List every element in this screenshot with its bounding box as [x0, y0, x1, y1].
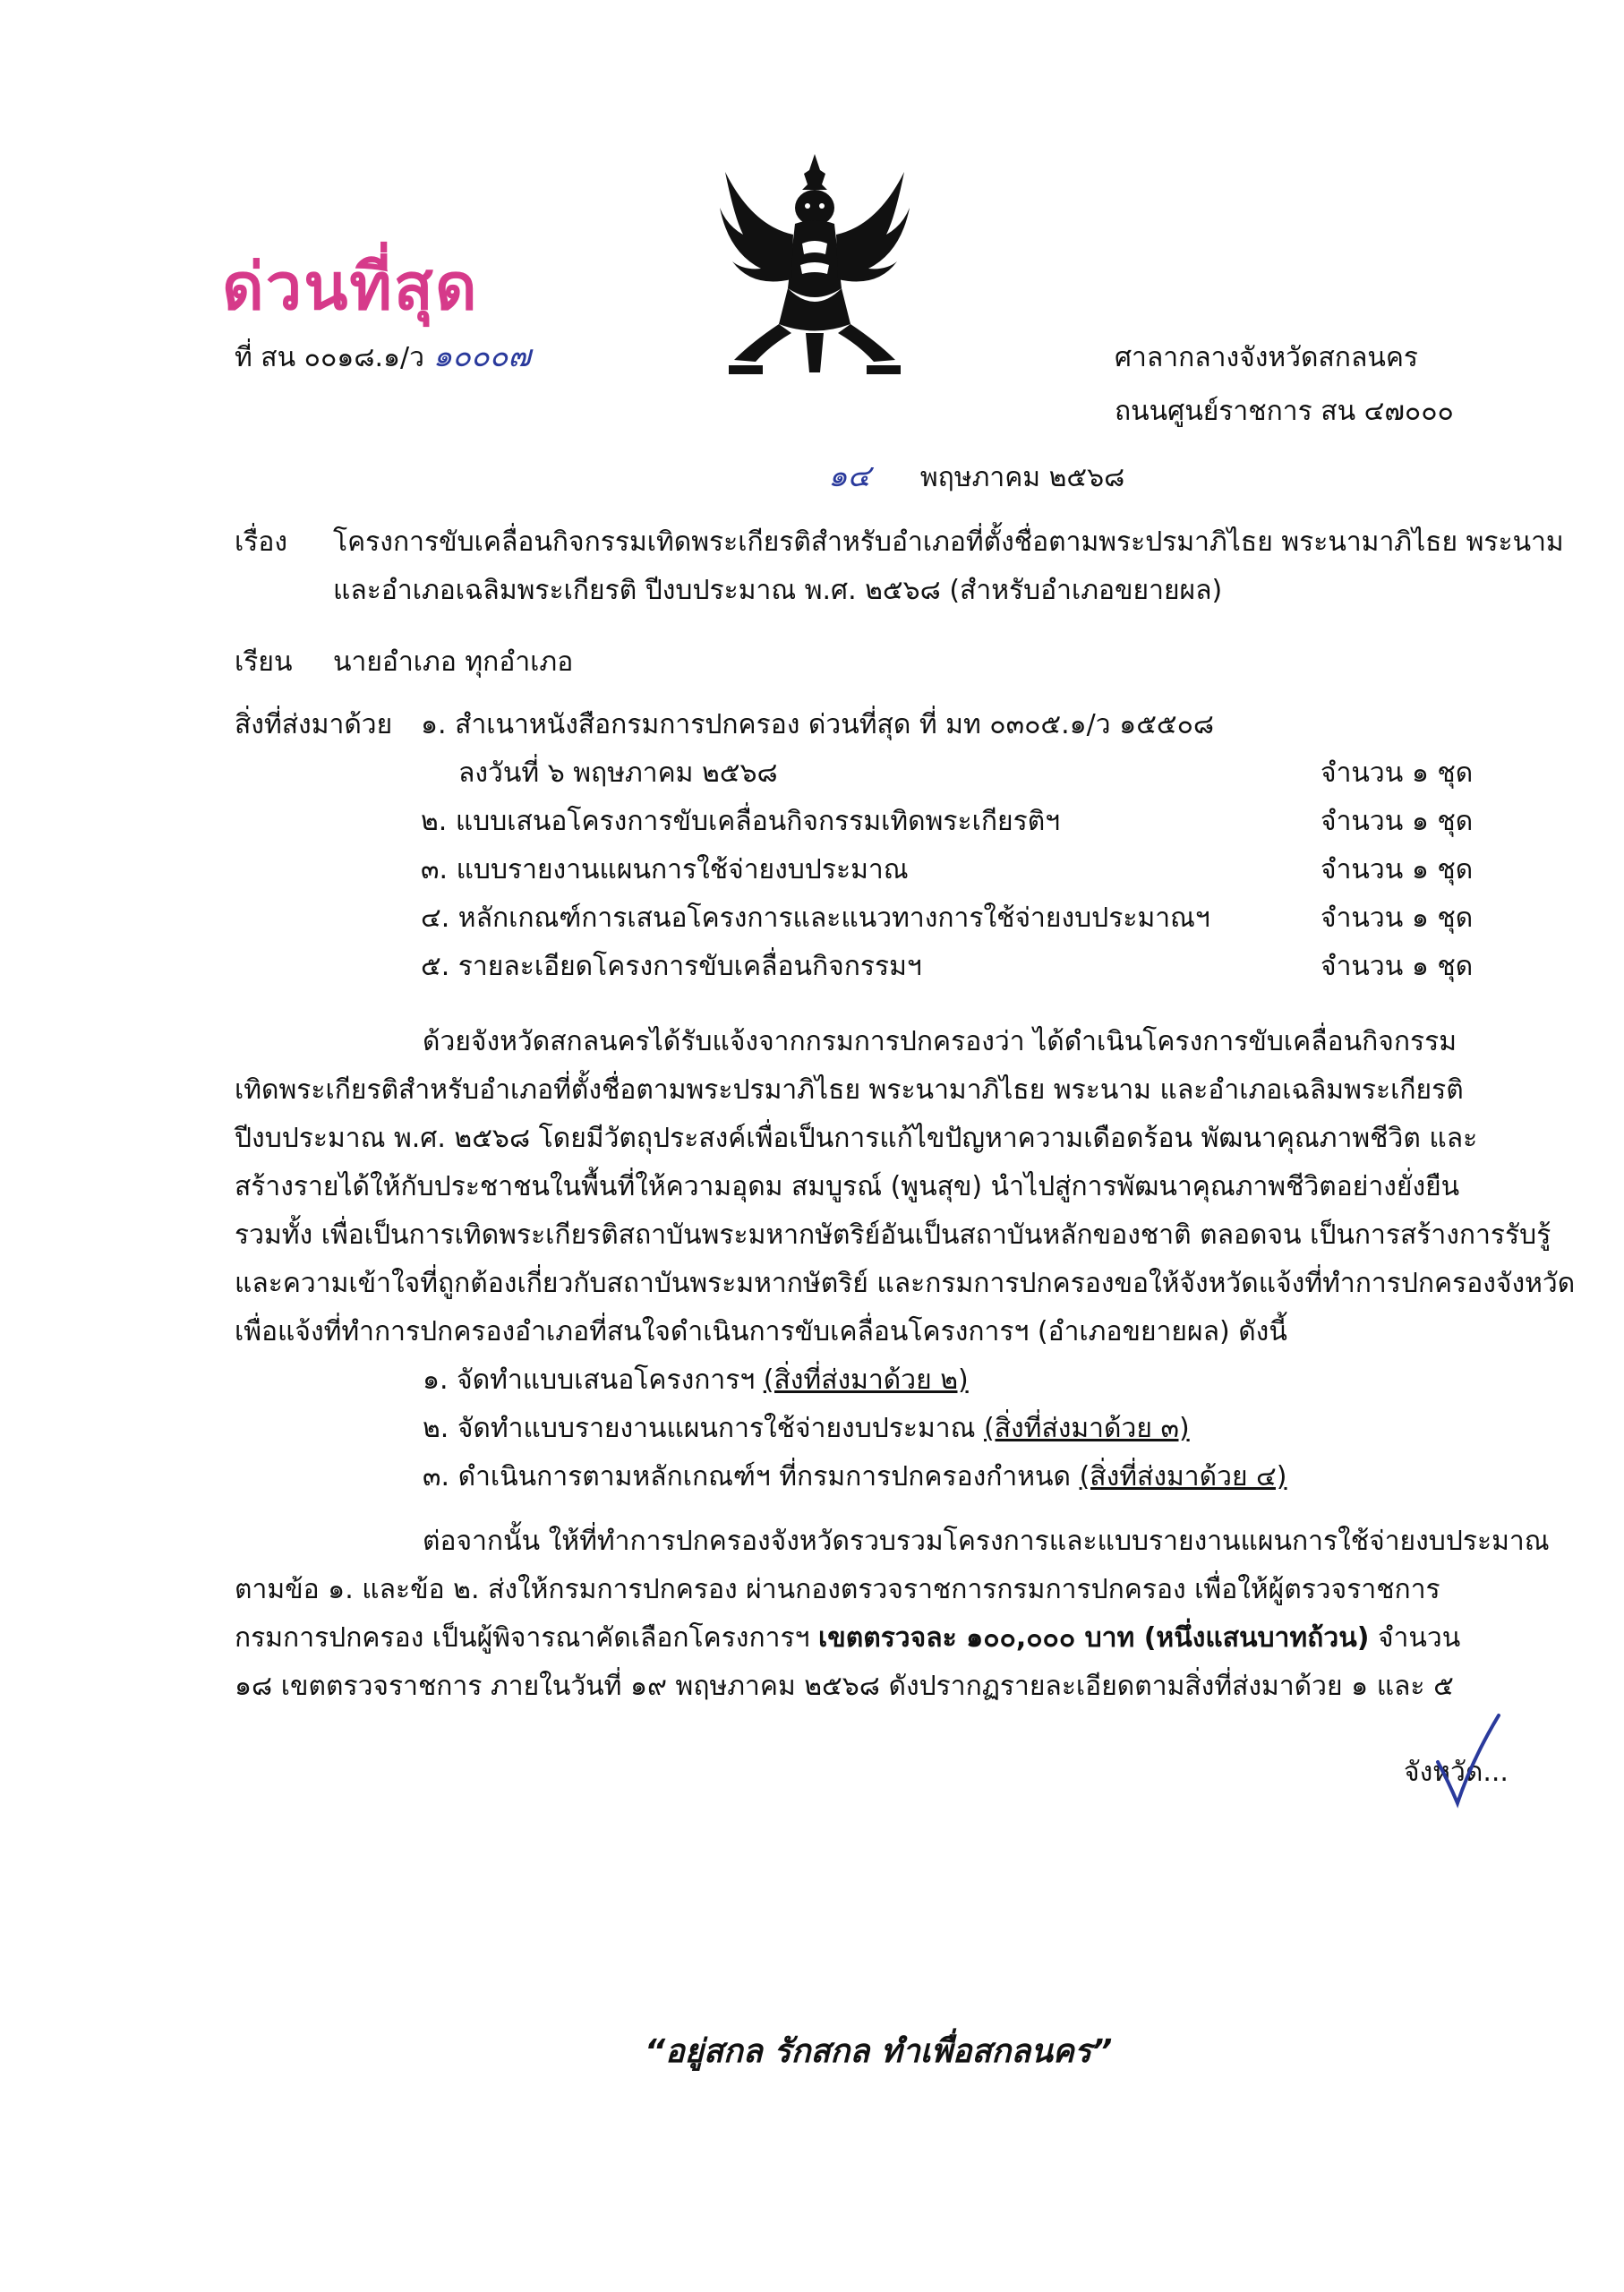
subject-line-2: และอำเภอเฉลิมพระเกียรติ ปีงบประมาณ พ.ศ. ๒๕๖๘ (สำหรับอำเภอขยายผล) [333, 575, 1223, 606]
step-1 [423, 1363, 969, 1398]
enclosure-item-4 [421, 901, 1210, 936]
enclosure-qty-3: จำนวน ๑ ชุด [1321, 854, 1474, 885]
step-text: ๑. จัดทำแบบเสนอโครงการฯ [423, 1364, 764, 1396]
enclosure-no: ๔. [421, 902, 450, 934]
date-month-year: พฤษภาคม ๒๕๖๘ [919, 462, 1125, 493]
body-para-1-line-3: ปีงบประมาณ พ.ศ. ๒๕๖๘ โดยมีวัตถุประสงค์เพื่อเป็นการแก้ไขปัญหาความเดือดร้อน พัฒนาคุณภาพชีวิต และ [235, 1123, 1478, 1154]
continuation-marker: จังหวัด... [1404, 1757, 1509, 1788]
enclosure-text: สำเนาหนังสือกรมการปกครอง ด่วนที่สุด ที่ มท ๐๓๐๕.๑/ว ๑๕๕๐๘ [455, 709, 1215, 740]
document-number-prefix: ที่ สน ๐๐๑๘.๑/ว [235, 342, 425, 373]
step-reference: (สิ่งที่ส่งมาด้วย ๔) [1079, 1461, 1287, 1492]
body-para-1-line-4: สร้างรายได้ให้กับประชาชนในพื้นที่ให้ความอุดม สมบูรณ์ (พูนสุข) นำไปสู่การพัฒนาคุณภาพชีวิตอย่างยั่งยืน [235, 1171, 1460, 1202]
enclosure-item-3 [421, 852, 909, 888]
date-day-handwritten: ๑๔ [828, 458, 871, 494]
urgent-stamp: ด่วนที่สุด [222, 249, 479, 324]
enclosure-item-2 [421, 804, 1060, 840]
step-2 [423, 1411, 1190, 1447]
body-para-1-line-6: และความเข้าใจที่ถูกต้องเกี่ยวกับสถาบันพระมหากษัตริย์ และกรมการปกครองขอให้จังหวัดแจ้งที่ทำการปกครองจังหวัด [235, 1268, 1576, 1299]
subject-label: เรื่อง [235, 526, 288, 558]
body-para-1-line-5: รวมทั้ง เพื่อเป็นการเทิดพระเกียรติสถาบันพระมหากษัตริย์อันเป็นสถาบันหลักของชาติ ตลอดจน เป็นการสร้างการรับรู้ [235, 1219, 1551, 1251]
enclosure-text: รายละเอียดโครงการขับเคลื่อนกิจกรรมฯ [457, 951, 922, 982]
enclosure-qty-5: จำนวน ๑ ชุด [1321, 951, 1474, 982]
address-line-1: ศาลากลางจังหวัดสกลนคร [1115, 342, 1419, 373]
body-para-2-line-4: ๑๘ เขตตรวจราชการ ภายในวันที่ ๑๙ พฤษภาคม ๒๕๖๘ ดังปรากฏรายละเอียดตามสิ่งที่ส่งมาด้วย ๑ และ ๕ [235, 1671, 1454, 1702]
enclosure-no: ๕. [421, 951, 450, 982]
enclosure-no: ๓. [421, 854, 449, 885]
enclosure-text: แบบเสนอโครงการขับเคลื่อนกิจกรรมเทิดพระเกียรติฯ [455, 806, 1061, 837]
enclosure-no: ๑. [421, 709, 447, 740]
enclosure-text: แบบรายงานแผนการใช้จ่ายงบประมาณ [456, 854, 909, 885]
subject-line-1: โครงการขับเคลื่อนกิจกรรมเทิดพระเกียรติสำหรับอำเภอที่ตั้งชื่อตามพระปรมาภิไธย พระนามาภิไธย พระนาม [333, 526, 1564, 558]
garuda-emblem-icon [716, 154, 913, 378]
enclosures-label: สิ่งที่ส่งมาด้วย [235, 709, 393, 740]
to-label: เรียน [235, 646, 293, 678]
to-value: นายอำเภอ ทุกอำเภอ [333, 646, 574, 678]
step-text: ๒. จัดทำแบบรายงานแผนการใช้จ่ายงบประมาณ [423, 1413, 984, 1444]
document-number [235, 338, 531, 376]
enclosure-qty-4: จำนวน ๑ ชุด [1321, 902, 1474, 934]
body-para-1-line-2: เทิดพระเกียรติสำหรับอำเภอที่ตั้งชื่อตามพระปรมาภิไธย พระนามาภิไธย พระนาม และอำเภอเฉลิมพระเกียรติ [235, 1074, 1464, 1106]
budget-amount: เขตตรวจละ ๑๐๐,๐๐๐ บาท (หนึ่งแสนบาทถ้วน) [817, 1622, 1370, 1654]
body-para-2-line-3 [235, 1621, 1524, 1656]
step-3 [423, 1459, 1286, 1495]
enclosure-item-5 [421, 949, 922, 985]
handwritten-check-icon [1431, 1710, 1502, 1809]
enclosure-item-1-line-2: ลงวันที่ ๖ พฤษภาคม ๒๕๖๘ [458, 757, 778, 789]
document-number-handwritten: ๑๐๐๐๗ [432, 338, 531, 374]
provincial-motto: “อยู่สกล รักสกล ทำเพื่อสกลนคร” [645, 2033, 1113, 2070]
address-line-2: ถนนศูนย์ราชการ สน ๔๗๐๐๐ [1115, 396, 1454, 427]
enclosure-item-1 [421, 707, 1214, 743]
enclosure-text: หลักเกณฑ์การเสนอโครงการและแนวทางการใช้จ่ายงบประมาณฯ [457, 902, 1210, 934]
enclosure-qty-2: จำนวน ๑ ชุด [1321, 806, 1474, 837]
para-2-text: กรมการปกครอง เป็นผู้พิจารณาคัดเลือกโครงการฯ [235, 1622, 818, 1654]
para-2-text-end: จำนวน [1369, 1622, 1461, 1654]
enclosure-qty-1: จำนวน ๑ ชุด [1321, 757, 1474, 789]
body-para-1-line-7: เพื่อแจ้งที่ทำการปกครองอำเภอที่สนใจดำเนินการขับเคลื่อนโครงการฯ (อำเภอขยายผล) ดังนี้ [235, 1316, 1287, 1347]
step-text: ๓. ดำเนินการตามหลักเกณฑ์ฯ ที่กรมการปกครองกำหนด [423, 1461, 1080, 1492]
document-date [828, 458, 1124, 496]
step-reference: (สิ่งที่ส่งมาด้วย ๓) [984, 1413, 1190, 1444]
enclosure-no: ๒. [421, 806, 448, 837]
body-para-2-line-2: ตามข้อ ๑. และข้อ ๒. ส่งให้กรมการปกครอง ผ่านกองตรวจราชการกรมการปกครอง เพื่อให้ผู้ตรวจราชการ [235, 1574, 1440, 1605]
body-para-1-line-1: ด้วยจังหวัดสกลนครได้รับแจ้งจากกรมการปกครองว่า ได้ดำเนินโครงการขับเคลื่อนกิจกรรม [423, 1026, 1457, 1057]
step-reference: (สิ่งที่ส่งมาด้วย ๒) [763, 1364, 969, 1396]
body-para-2-line-1: ต่อจากนั้น ให้ที่ทำการปกครองจังหวัดรวบรวมโครงการและแบบรายงานแผนการใช้จ่ายงบประมาณ [423, 1526, 1550, 1557]
